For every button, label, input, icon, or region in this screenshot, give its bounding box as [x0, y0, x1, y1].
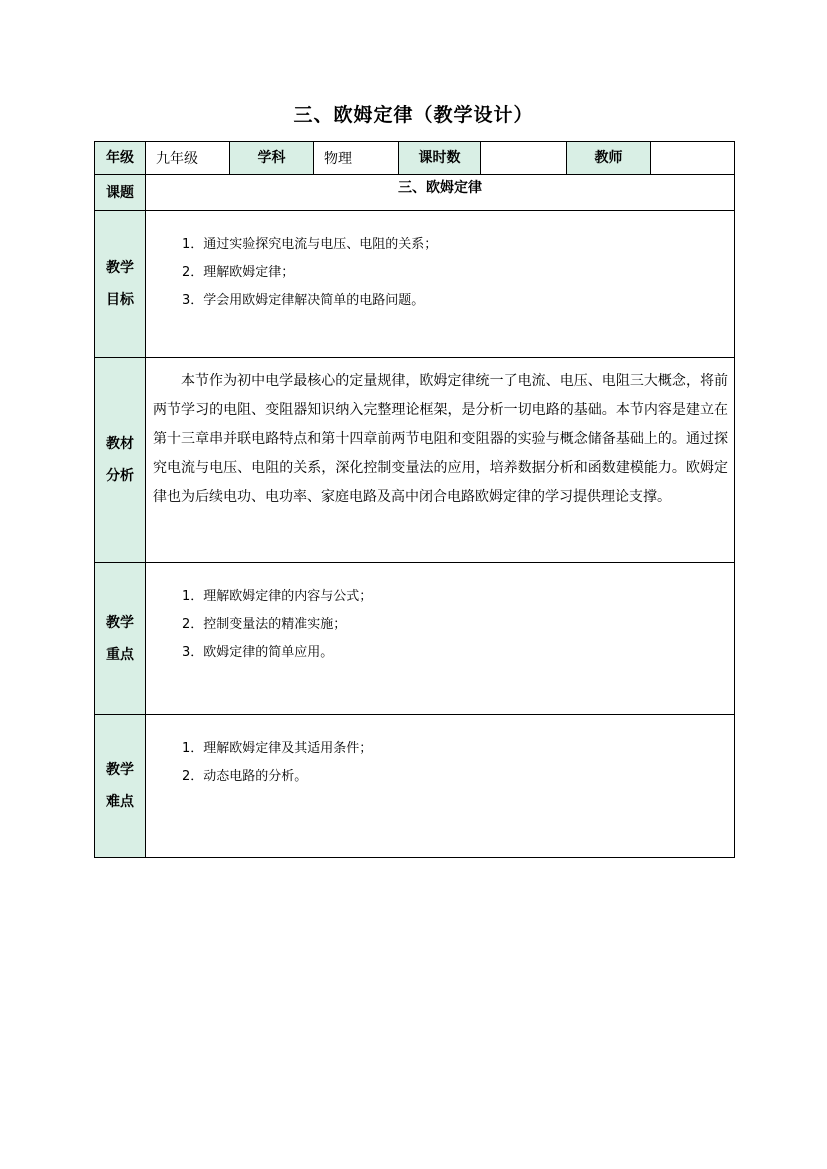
analysis-label-line1: 教材: [106, 436, 134, 452]
analysis-label-line2: 分析: [106, 468, 134, 484]
key-points-row: [95, 563, 735, 715]
lesson-plan-table: [94, 141, 735, 858]
list-item: 2．理解欧姆定律；: [182, 265, 295, 280]
difficulties-label-line1: 教学: [106, 762, 134, 778]
difficulties-list: [146, 715, 735, 858]
lesson-label: 课题: [95, 175, 146, 211]
objectives-label-line2: 目标: [106, 292, 134, 308]
objectives-row: [95, 211, 735, 358]
list-item: 1．理解欧姆定律及其适用条件；: [182, 741, 373, 756]
lesson-row: [95, 175, 735, 211]
lesson-value: 三、欧姆定律: [146, 175, 735, 211]
objectives-label-line1: 教学: [106, 260, 134, 276]
objectives-label: [95, 211, 146, 358]
subject-label: 学科: [230, 142, 314, 175]
key-points-label-line2: 重点: [106, 646, 134, 663]
header-row: [95, 142, 735, 175]
objectives-list: [146, 211, 735, 358]
list-item: 2．控制变量法的精准实施；: [182, 617, 347, 632]
subject-value: 物理: [314, 142, 399, 175]
key-points-list: [146, 563, 735, 715]
teacher-label: 教师: [567, 142, 651, 175]
list-item: 3．欧姆定律的简单应用。: [182, 645, 334, 660]
difficulties-row: [95, 715, 735, 858]
grade-value: 九年级: [146, 142, 230, 175]
list-item: 1．通过实验探究电流与电压、电阻的关系；: [182, 237, 438, 252]
grade-label: 年级: [95, 142, 146, 175]
analysis-label: [95, 358, 146, 563]
key-points-label-line1: 教学: [106, 614, 134, 631]
list-item: 2．动态电路的分析。: [182, 769, 308, 784]
difficulties-label-line2: 难点: [106, 794, 134, 810]
analysis-text: 本节作为初中电学最核心的定量规律，欧姆定律统一了电流、电压、电阻三大概念，将前两节学习的电阻、变阻器知识纳入完整理论框架，是分析一切电路的基础。本节内容是建立在第十三章串并联电路特点和第十四章前两节电阻和变阻器的实验与概念储备基础上的。通过探究电流与电压、电阻的关系，深化控制变量法的应用，培养数据分析和函数建模能力。欧姆定律也为后续电功、电功率、家庭电路及高中闭合电路欧姆定律的学习提供理论支撑。: [146, 358, 735, 563]
list-item: 3．学会用欧姆定律解决简单的电路问题。: [182, 293, 425, 308]
difficulties-label: [95, 715, 146, 858]
document-title: 三、欧姆定律（教学设计）: [293, 104, 534, 126]
hours-label: 课时数: [399, 142, 481, 175]
list-item: 1．理解欧姆定律的内容与公式；: [182, 589, 373, 604]
teacher-value: [651, 142, 735, 175]
key-points-label: [95, 563, 146, 715]
analysis-row: [95, 358, 735, 563]
hours-value: [481, 142, 567, 175]
